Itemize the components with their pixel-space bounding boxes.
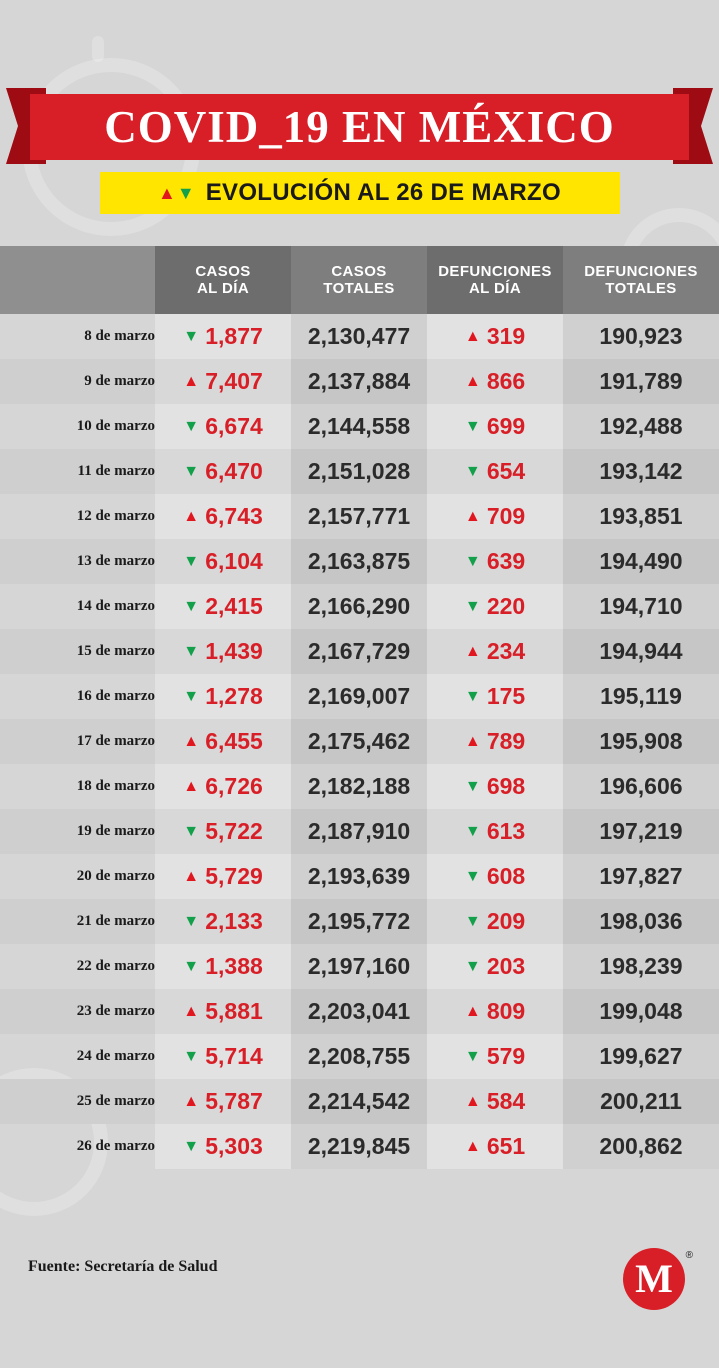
cell-cases-day	[155, 314, 291, 359]
cell-content	[427, 368, 563, 395]
cell-value: 698	[486, 773, 526, 799]
cell-date: 26 de marzo	[76, 1138, 155, 1154]
arrow-down-icon: ▼	[183, 552, 200, 570]
covid-data-table	[0, 246, 719, 1169]
cell-cases-day	[155, 629, 291, 674]
table-row	[0, 899, 719, 944]
cell-cases-total: 2,197,160	[291, 944, 427, 989]
cell-date: 13 de marzo	[0, 539, 155, 584]
cell-content	[427, 773, 563, 800]
cell-content	[427, 593, 563, 620]
table-row	[0, 944, 719, 989]
cell-deaths-total: 195,119	[563, 674, 719, 719]
cell-content	[155, 1133, 291, 1160]
arrow-down-icon: ▼	[183, 822, 200, 840]
cell-value: 1,388	[205, 953, 263, 979]
title-banner	[0, 88, 719, 164]
cell-date: 15 de marzo	[0, 629, 155, 674]
cell-deaths-day	[427, 1034, 563, 1079]
cell-value: 5,303	[205, 1133, 263, 1159]
cell-deaths-total: 193,142	[563, 449, 719, 494]
cell-cases-day	[155, 1034, 291, 1079]
arrow-down-icon: ▼	[464, 912, 481, 930]
cell-value: 5,881	[205, 998, 263, 1024]
cell-cases-total: 2,182,188	[291, 764, 427, 809]
cell-deaths-total: 194,710	[563, 584, 719, 629]
arrow-down-icon: ▼	[183, 642, 200, 660]
cell-deaths-total: 199,627	[563, 1034, 719, 1079]
cell-content	[427, 818, 563, 845]
cell-cases-day	[155, 449, 291, 494]
table-header	[0, 246, 719, 314]
header-line-2: AL DÍA	[196, 280, 250, 297]
cell-cases-total: 2,214,542	[291, 1079, 427, 1124]
cell-content	[427, 323, 563, 350]
cell-date: 18 de marzo	[76, 778, 155, 794]
cell-deaths-total: 200,862	[563, 1124, 719, 1169]
cell-content	[155, 728, 291, 755]
cell-value: 699	[486, 413, 526, 439]
cell-deaths-day	[427, 719, 563, 764]
cell-cases-total: 2,203,041	[291, 989, 427, 1034]
cell-date: 12 de marzo	[76, 508, 155, 524]
arrow-up-icon: ▲	[183, 1092, 200, 1110]
source-label: Fuente: Secretaría de Salud	[28, 1258, 218, 1275]
cell-value: 6,726	[205, 773, 263, 799]
header-line-2: AL DÍA	[468, 280, 522, 297]
cell-content	[427, 998, 563, 1025]
cell-value: 654	[486, 458, 526, 484]
cell-value: 639	[486, 548, 526, 574]
cell-cases-day	[155, 359, 291, 404]
column-header-deaths-total	[563, 246, 719, 314]
table-row	[0, 854, 719, 899]
cell-cases-total: 2,187,910	[291, 809, 427, 854]
cell-content	[155, 908, 291, 935]
arrow-down-icon: ▼	[464, 417, 481, 435]
arrow-up-icon: ▲	[183, 372, 200, 390]
cell-date: 21 de marzo	[0, 899, 155, 944]
arrow-up-icon: ▲	[464, 732, 481, 750]
cell-cases-day	[155, 1124, 291, 1169]
cell-content	[155, 683, 291, 710]
arrow-up-icon: ▲	[464, 1092, 481, 1110]
cell-cases-total: 2,157,771	[291, 494, 427, 539]
cell-cases-day	[155, 944, 291, 989]
cell-value: 5,714	[205, 1043, 263, 1069]
logo-letter: M	[635, 1256, 673, 1301]
cell-value: 613	[486, 818, 526, 844]
cell-cases-total: 2,163,875	[291, 539, 427, 584]
cell-deaths-day	[427, 944, 563, 989]
header-line-1: CASOS	[195, 262, 251, 280]
cell-deaths-day	[427, 764, 563, 809]
cell-deaths-day	[427, 674, 563, 719]
cell-value: 5,722	[205, 818, 263, 844]
cell-date: 10 de marzo	[76, 418, 155, 434]
cell-cases-day	[155, 764, 291, 809]
cell-value: 809	[486, 998, 526, 1024]
table-row	[0, 629, 719, 674]
page-subtitle: EVOLUCIÓN AL 26 DE MARZO	[205, 179, 561, 206]
arrow-up-icon: ▲	[464, 327, 481, 345]
cell-value: 6,743	[205, 503, 263, 529]
table-row	[0, 674, 719, 719]
table-row	[0, 494, 719, 539]
cell-deaths-day	[427, 1079, 563, 1124]
cell-date: 25 de marzo	[0, 1079, 155, 1124]
banner-body	[30, 94, 689, 160]
cell-value: 2,133	[205, 908, 263, 934]
column-header-deaths-day	[427, 246, 563, 314]
arrow-down-icon: ▼	[464, 1047, 481, 1065]
page-title: COVID_19 EN MÉXICO	[104, 101, 615, 152]
arrow-down-icon: ▼	[183, 687, 200, 705]
cell-deaths-day	[427, 449, 563, 494]
cell-value: 1,877	[205, 323, 263, 349]
arrow-up-icon: ▲	[464, 642, 481, 660]
cell-content	[427, 458, 563, 485]
arrow-up-icon: ▲	[464, 1137, 481, 1155]
cell-cases-day	[155, 809, 291, 854]
cell-deaths-day	[427, 1124, 563, 1169]
header-line-1: CASOS	[331, 262, 387, 280]
cell-cases-total: 2,144,558	[291, 404, 427, 449]
cell-deaths-total: 191,789	[563, 359, 719, 404]
arrow-down-icon: ▼	[183, 597, 200, 615]
cell-value: 608	[486, 863, 526, 889]
cell-value: 789	[486, 728, 526, 754]
cell-deaths-day	[427, 629, 563, 674]
table-row	[0, 449, 719, 494]
table-row	[0, 539, 719, 584]
arrow-up-icon: ▲	[464, 1002, 481, 1020]
cell-deaths-day	[427, 494, 563, 539]
table-row	[0, 359, 719, 404]
cell-value: 7,407	[205, 368, 263, 394]
cell-content	[427, 1088, 563, 1115]
cell-date: 14 de marzo	[76, 598, 155, 614]
column-header-cases-total	[291, 246, 427, 314]
cell-deaths-day	[427, 314, 563, 359]
cell-content	[427, 1043, 563, 1070]
cell-value: 6,455	[205, 728, 263, 754]
cell-date: 19 de marzo	[0, 809, 155, 854]
cell-deaths-total: 197,219	[563, 809, 719, 854]
cell-deaths-total: 194,944	[563, 629, 719, 674]
table-row	[0, 719, 719, 764]
arrow-up-icon: ▲	[183, 777, 200, 795]
arrow-up-icon: ▲	[158, 183, 175, 203]
cell-cases-total: 2,208,755	[291, 1034, 427, 1079]
cell-content	[155, 953, 291, 980]
arrow-down-icon: ▼	[183, 912, 200, 930]
cell-cases-day	[155, 854, 291, 899]
arrow-up-icon: ▲	[464, 507, 481, 525]
table-row	[0, 809, 719, 854]
cell-cases-total: 2,169,007	[291, 674, 427, 719]
cell-cases-total: 2,137,884	[291, 359, 427, 404]
cell-deaths-day	[427, 809, 563, 854]
cell-date: 17 de marzo	[0, 719, 155, 764]
table-row	[0, 1079, 719, 1124]
column-header-date	[0, 246, 155, 314]
cell-deaths-total: 198,239	[563, 944, 719, 989]
subtitle-banner	[100, 172, 620, 214]
table-body	[0, 314, 719, 1169]
arrow-down-icon: ▼	[464, 867, 481, 885]
cell-content	[427, 863, 563, 890]
arrow-down-icon: ▼	[183, 462, 200, 480]
cell-cases-total: 2,151,028	[291, 449, 427, 494]
cell-deaths-total: 195,908	[563, 719, 719, 764]
table-row	[0, 584, 719, 629]
cell-value: 2,415	[205, 593, 263, 619]
cell-deaths-total: 194,490	[563, 539, 719, 584]
cell-content	[155, 818, 291, 845]
cell-cases-total: 2,193,639	[291, 854, 427, 899]
cell-date: 9 de marzo	[0, 359, 155, 404]
cell-deaths-day	[427, 854, 563, 899]
registered-mark: ®	[685, 1250, 693, 1261]
table-row	[0, 404, 719, 449]
cell-cases-total: 2,175,462	[291, 719, 427, 764]
virus-spike	[92, 36, 104, 62]
milenio-logo	[623, 1248, 685, 1310]
arrow-up-icon: ▲	[183, 1002, 200, 1020]
cell-deaths-total: 193,851	[563, 494, 719, 539]
infographic	[0, 88, 719, 1368]
cell-value: 584	[486, 1088, 526, 1114]
cell-content	[155, 773, 291, 800]
cell-content	[155, 503, 291, 530]
cell-date: 24 de marzo	[76, 1048, 155, 1064]
cell-content	[427, 953, 563, 980]
cell-value: 5,729	[205, 863, 263, 889]
arrow-down-icon: ▼	[183, 1047, 200, 1065]
cell-cases-total: 2,166,290	[291, 584, 427, 629]
column-header-cases-day	[155, 246, 291, 314]
arrow-down-icon: ▼	[183, 327, 200, 345]
header-line-2: TOTALES	[323, 280, 395, 297]
cell-cases-day	[155, 899, 291, 944]
arrow-up-icon: ▲	[464, 372, 481, 390]
cell-value: 319	[486, 323, 526, 349]
cell-content	[155, 368, 291, 395]
cell-content	[155, 863, 291, 890]
cell-deaths-day	[427, 989, 563, 1034]
cell-cases-total: 2,219,845	[291, 1124, 427, 1169]
cell-value: 234	[486, 638, 526, 664]
trend-arrows-icon	[158, 184, 194, 202]
header-line-2: TOTALES	[605, 280, 677, 297]
cell-cases-total: 2,130,477	[291, 314, 427, 359]
cell-content	[155, 593, 291, 620]
table-row	[0, 1034, 719, 1079]
arrow-up-icon: ▲	[183, 732, 200, 750]
arrow-down-icon: ▼	[464, 957, 481, 975]
cell-content	[427, 908, 563, 935]
arrow-down-icon: ▼	[176, 183, 194, 203]
cell-value: 579	[486, 1043, 526, 1069]
cell-value: 1,278	[205, 683, 263, 709]
cell-deaths-day	[427, 359, 563, 404]
cell-content	[155, 323, 291, 350]
cell-date: 16 de marzo	[76, 688, 155, 704]
cell-deaths-total: 199,048	[563, 989, 719, 1034]
footer	[0, 1248, 719, 1328]
cell-content	[427, 503, 563, 530]
header-line-1: DEFUNCIONES	[438, 262, 552, 280]
cell-date: 23 de marzo	[0, 989, 155, 1034]
cell-value: 1,439	[205, 638, 263, 664]
cell-cases-total: 2,195,772	[291, 899, 427, 944]
arrow-down-icon: ▼	[464, 687, 481, 705]
arrow-down-icon: ▼	[464, 552, 481, 570]
cell-deaths-day	[427, 899, 563, 944]
cell-date: 11 de marzo	[0, 449, 155, 494]
table-row	[0, 989, 719, 1034]
cell-deaths-total: 197,827	[563, 854, 719, 899]
cell-content	[427, 638, 563, 665]
cell-value: 6,674	[205, 413, 263, 439]
cell-value: 6,470	[205, 458, 263, 484]
cell-cases-total: 2,167,729	[291, 629, 427, 674]
cell-date: 20 de marzo	[76, 868, 155, 884]
arrow-down-icon: ▼	[183, 957, 200, 975]
cell-value: 203	[486, 953, 526, 979]
cell-cases-day	[155, 404, 291, 449]
cell-deaths-total: 192,488	[563, 404, 719, 449]
cell-cases-day	[155, 719, 291, 764]
table-row	[0, 314, 719, 359]
cell-value: 866	[486, 368, 526, 394]
cell-value: 651	[486, 1133, 526, 1159]
cell-deaths-day	[427, 539, 563, 584]
arrow-up-icon: ▲	[183, 507, 200, 525]
cell-content	[155, 413, 291, 440]
cell-deaths-total: 198,036	[563, 899, 719, 944]
cell-content	[427, 413, 563, 440]
cell-content	[155, 998, 291, 1025]
cell-content	[155, 1043, 291, 1070]
cell-value: 5,787	[205, 1088, 263, 1114]
arrow-down-icon: ▼	[464, 822, 481, 840]
cell-value: 220	[486, 593, 526, 619]
cell-deaths-total: 190,923	[563, 314, 719, 359]
cell-cases-day	[155, 584, 291, 629]
header-line-1: DEFUNCIONES	[584, 262, 698, 280]
cell-content	[427, 683, 563, 710]
cell-content	[427, 1133, 563, 1160]
arrow-down-icon: ▼	[183, 1137, 200, 1155]
cell-content	[427, 728, 563, 755]
cell-date: 22 de marzo	[76, 958, 155, 974]
cell-content	[427, 548, 563, 575]
cell-cases-day	[155, 674, 291, 719]
cell-content	[155, 638, 291, 665]
cell-content	[155, 458, 291, 485]
cell-deaths-total: 200,211	[563, 1079, 719, 1124]
cell-value: 175	[486, 683, 526, 709]
cell-value: 209	[486, 908, 526, 934]
cell-content	[155, 548, 291, 575]
cell-cases-day	[155, 539, 291, 584]
cell-cases-day	[155, 494, 291, 539]
arrow-down-icon: ▼	[464, 777, 481, 795]
arrow-up-icon: ▲	[183, 867, 200, 885]
cell-cases-day	[155, 989, 291, 1034]
cell-value: 709	[486, 503, 526, 529]
cell-deaths-total: 196,606	[563, 764, 719, 809]
arrow-down-icon: ▼	[464, 597, 481, 615]
cell-content	[155, 1088, 291, 1115]
cell-deaths-day	[427, 584, 563, 629]
table-row	[0, 1124, 719, 1169]
cell-date: 8 de marzo	[84, 328, 155, 344]
cell-cases-day	[155, 1079, 291, 1124]
arrow-down-icon: ▼	[183, 417, 200, 435]
table-row	[0, 764, 719, 809]
arrow-down-icon: ▼	[464, 462, 481, 480]
cell-deaths-day	[427, 404, 563, 449]
cell-value: 6,104	[205, 548, 263, 574]
